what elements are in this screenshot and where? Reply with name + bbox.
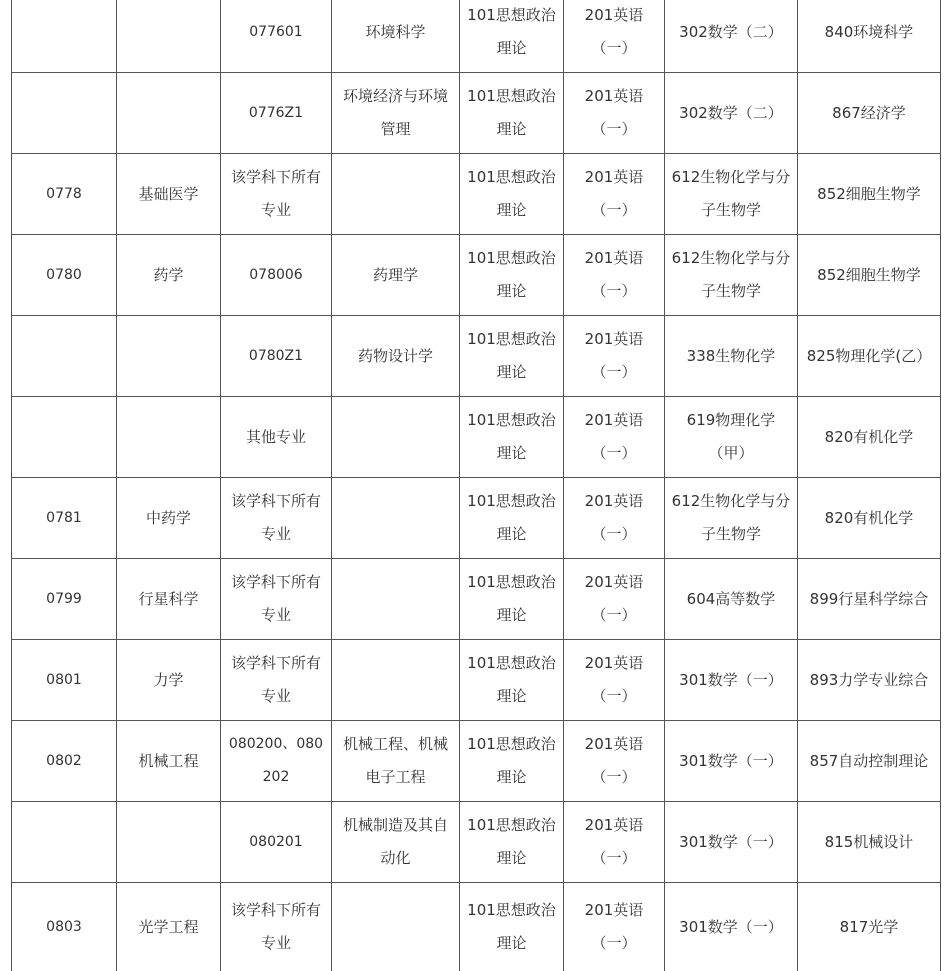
foreign-language-exam-cell: 201英语（一） bbox=[564, 721, 665, 802]
discipline-name-cell: 光学工程 bbox=[117, 883, 221, 971]
table-row bbox=[12, 0, 941, 73]
discipline-code-cell bbox=[12, 802, 117, 883]
subject-two-exam-cell: 820有机化学 bbox=[798, 397, 941, 478]
subject-one-exam-cell: 301数学（一） bbox=[665, 640, 798, 721]
discipline-name-cell: 行星科学 bbox=[117, 559, 221, 640]
table-row bbox=[12, 559, 941, 640]
major-name-cell: 机械制造及其自动化 bbox=[332, 802, 460, 883]
major-name-cell: 环境科学 bbox=[332, 0, 460, 73]
subject-one-exam-cell: 301数学（一） bbox=[665, 883, 798, 971]
foreign-language-exam-cell: 201英语（一） bbox=[564, 73, 665, 154]
subject-one-exam-cell: 604高等数学 bbox=[665, 559, 798, 640]
table-row bbox=[12, 235, 941, 316]
politics-exam-cell: 101思想政治理论 bbox=[460, 397, 564, 478]
subject-two-exam-cell: 852细胞生物学 bbox=[798, 235, 941, 316]
subject-two-exam-cell: 815机械设计 bbox=[798, 802, 941, 883]
discipline-name-cell bbox=[117, 397, 221, 478]
politics-exam-cell: 101思想政治理论 bbox=[460, 721, 564, 802]
major-code-cell: 其他专业 bbox=[221, 397, 332, 478]
major-code-cell: 该学科下所有专业 bbox=[221, 883, 332, 971]
discipline-code-cell bbox=[12, 397, 117, 478]
subject-one-exam-cell: 612生物化学与分子生物学 bbox=[665, 154, 798, 235]
foreign-language-exam-cell: 201英语（一） bbox=[564, 883, 665, 971]
table-row bbox=[12, 640, 941, 721]
major-code-cell: 080201 bbox=[221, 802, 332, 883]
table-row bbox=[12, 316, 941, 397]
discipline-code-cell: 0803 bbox=[12, 883, 117, 971]
politics-exam-cell: 101思想政治理论 bbox=[460, 73, 564, 154]
foreign-language-exam-cell: 201英语（一） bbox=[564, 559, 665, 640]
subject-two-exam-cell: 825物理化学(乙） bbox=[798, 316, 941, 397]
major-name-cell bbox=[332, 640, 460, 721]
discipline-code-cell bbox=[12, 73, 117, 154]
subject-two-exam-cell: 899行星科学综合 bbox=[798, 559, 941, 640]
subject-two-exam-cell: 857自动控制理论 bbox=[798, 721, 941, 802]
discipline-code-cell: 0799 bbox=[12, 559, 117, 640]
discipline-name-cell bbox=[117, 0, 221, 73]
exam-subjects-table bbox=[11, 0, 941, 971]
major-name-cell: 机械工程、机械电子工程 bbox=[332, 721, 460, 802]
discipline-code-cell: 0780 bbox=[12, 235, 117, 316]
foreign-language-exam-cell: 201英语（一） bbox=[564, 154, 665, 235]
subject-one-exam-cell: 302数学（二） bbox=[665, 0, 798, 73]
politics-exam-cell: 101思想政治理论 bbox=[460, 316, 564, 397]
major-name-cell bbox=[332, 883, 460, 971]
subject-one-exam-cell: 301数学（一） bbox=[665, 802, 798, 883]
table-row bbox=[12, 883, 941, 971]
discipline-name-cell: 药学 bbox=[117, 235, 221, 316]
discipline-code-cell: 0801 bbox=[12, 640, 117, 721]
major-name-cell bbox=[332, 559, 460, 640]
subject-two-exam-cell: 852细胞生物学 bbox=[798, 154, 941, 235]
subject-two-exam-cell: 817光学 bbox=[798, 883, 941, 971]
subject-two-exam-cell: 820有机化学 bbox=[798, 478, 941, 559]
foreign-language-exam-cell: 201英语（一） bbox=[564, 316, 665, 397]
discipline-code-cell: 0778 bbox=[12, 154, 117, 235]
politics-exam-cell: 101思想政治理论 bbox=[460, 0, 564, 73]
major-code-cell: 078006 bbox=[221, 235, 332, 316]
discipline-name-cell bbox=[117, 802, 221, 883]
subject-one-exam-cell: 612生物化学与分子生物学 bbox=[665, 478, 798, 559]
subject-one-exam-cell: 301数学（一） bbox=[665, 721, 798, 802]
discipline-name-cell: 中药学 bbox=[117, 478, 221, 559]
politics-exam-cell: 101思想政治理论 bbox=[460, 235, 564, 316]
subject-two-exam-cell: 893力学专业综合 bbox=[798, 640, 941, 721]
politics-exam-cell: 101思想政治理论 bbox=[460, 559, 564, 640]
subject-one-exam-cell: 619物理化学（甲） bbox=[665, 397, 798, 478]
foreign-language-exam-cell: 201英语（一） bbox=[564, 640, 665, 721]
major-code-cell: 该学科下所有专业 bbox=[221, 478, 332, 559]
subject-two-exam-cell: 840环境科学 bbox=[798, 0, 941, 73]
table-row bbox=[12, 73, 941, 154]
table-row bbox=[12, 721, 941, 802]
foreign-language-exam-cell: 201英语（一） bbox=[564, 478, 665, 559]
discipline-name-cell: 力学 bbox=[117, 640, 221, 721]
major-name-cell bbox=[332, 397, 460, 478]
major-code-cell: 080200、080202 bbox=[221, 721, 332, 802]
politics-exam-cell: 101思想政治理论 bbox=[460, 478, 564, 559]
major-code-cell: 0780Z1 bbox=[221, 316, 332, 397]
discipline-code-cell: 0781 bbox=[12, 478, 117, 559]
politics-exam-cell: 101思想政治理论 bbox=[460, 640, 564, 721]
major-code-cell: 该学科下所有专业 bbox=[221, 640, 332, 721]
discipline-name-cell bbox=[117, 316, 221, 397]
foreign-language-exam-cell: 201英语（一） bbox=[564, 235, 665, 316]
politics-exam-cell: 101思想政治理论 bbox=[460, 154, 564, 235]
major-code-cell: 该学科下所有专业 bbox=[221, 154, 332, 235]
major-name-cell bbox=[332, 154, 460, 235]
subject-one-exam-cell: 338生物化学 bbox=[665, 316, 798, 397]
major-code-cell: 该学科下所有专业 bbox=[221, 559, 332, 640]
table-row bbox=[12, 397, 941, 478]
discipline-code-cell: 0802 bbox=[12, 721, 117, 802]
subject-one-exam-cell: 612生物化学与分子生物学 bbox=[665, 235, 798, 316]
major-code-cell: 077601 bbox=[221, 0, 332, 73]
table-row bbox=[12, 478, 941, 559]
foreign-language-exam-cell: 201英语（一） bbox=[564, 0, 665, 73]
major-name-cell: 环境经济与环境管理 bbox=[332, 73, 460, 154]
discipline-code-cell bbox=[12, 0, 117, 73]
table-row bbox=[12, 154, 941, 235]
discipline-name-cell bbox=[117, 73, 221, 154]
major-code-cell: 0776Z1 bbox=[221, 73, 332, 154]
politics-exam-cell: 101思想政治理论 bbox=[460, 802, 564, 883]
table-row bbox=[12, 802, 941, 883]
subject-two-exam-cell: 867经济学 bbox=[798, 73, 941, 154]
major-name-cell bbox=[332, 478, 460, 559]
discipline-name-cell: 基础医学 bbox=[117, 154, 221, 235]
discipline-name-cell: 机械工程 bbox=[117, 721, 221, 802]
foreign-language-exam-cell: 201英语（一） bbox=[564, 397, 665, 478]
major-name-cell: 药物设计学 bbox=[332, 316, 460, 397]
discipline-code-cell bbox=[12, 316, 117, 397]
foreign-language-exam-cell: 201英语（一） bbox=[564, 802, 665, 883]
subject-one-exam-cell: 302数学（二） bbox=[665, 73, 798, 154]
politics-exam-cell: 101思想政治理论 bbox=[460, 883, 564, 971]
major-name-cell: 药理学 bbox=[332, 235, 460, 316]
